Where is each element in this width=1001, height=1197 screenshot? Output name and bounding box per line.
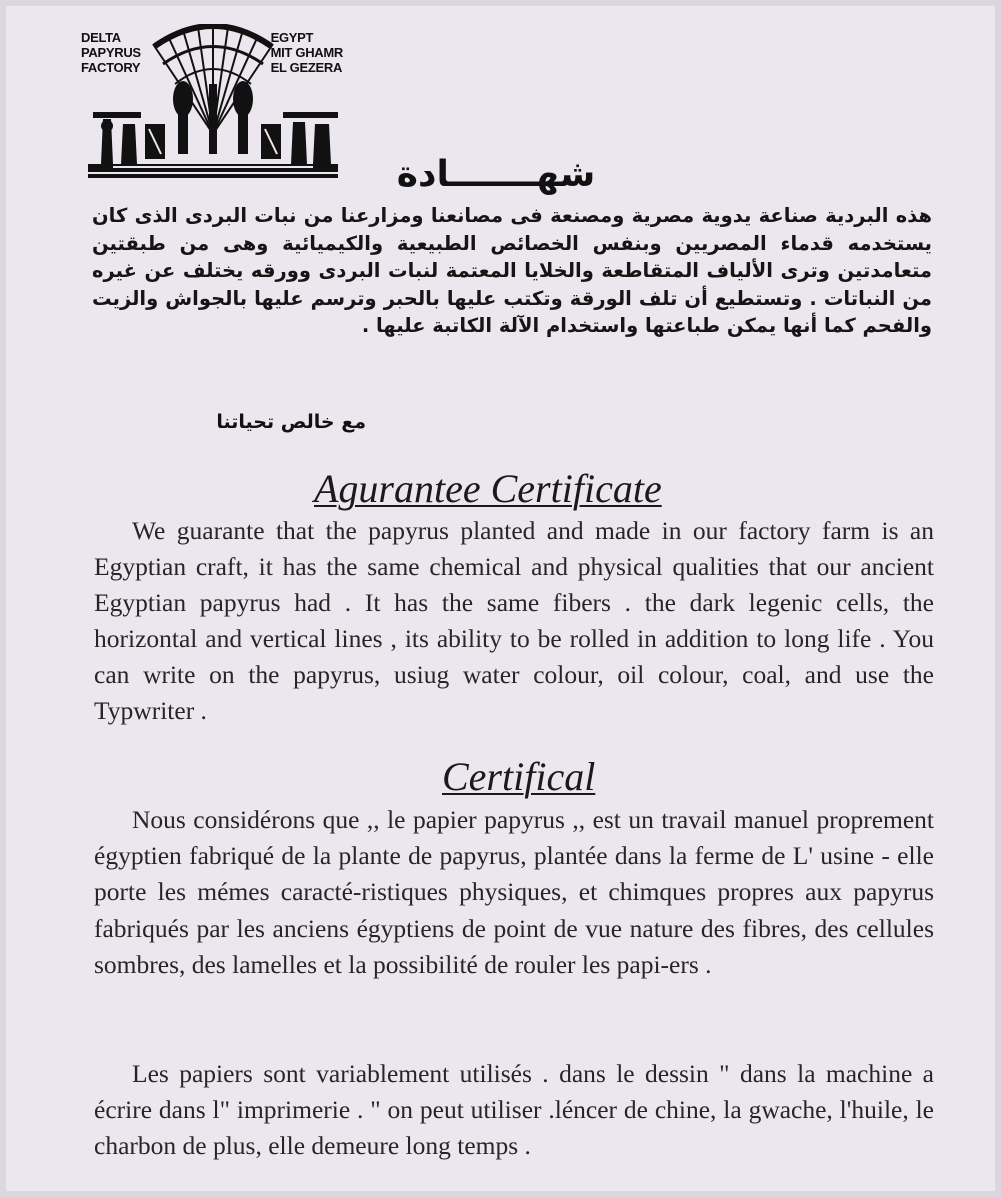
arabic-closing: مع خالص تحياتنا <box>216 411 366 433</box>
english-body-text: We guarante that the papyrus planted and made in our factory farm is an Egyptian craft, it has the same chemical and physical qualities that our ancient Egyptian papyrus had . It has the same fibers . the dark legenic cells, the horizontal and vertical lines , its ability to be rolled in addition to long life . You can write on the papyrus, usiug water colour, oil colour, coal, and use the Typwriter . <box>94 516 934 725</box>
french-paragraph-1: Nous considérons que ,, le papier papyrus ,, est un travail manuel proprement égyptien fabriqué de la plante de papyrus, plantée dans la ferme de L' usine - elle porte les mémes caracté-ristiques physiques, et chimques propres aux papyrus fabriqués par les anciens égyptiens de point de vue nature des fibres, des cellules sombres, des lamelles et la possibilité de rouler les papi-ers . <box>94 805 934 979</box>
factory-logo <box>78 24 343 179</box>
arabic-title: شهـــــــادة <box>396 154 596 195</box>
logo-factory-location: EGYPT MIT GHAMR EL GEZERA <box>270 30 343 75</box>
french-paragraph-2: Les papiers sont variablement utilisés . dans le dessin " dans la machine a écrire dans l" imprimerie . " on peut utiliser .léncer de chine, la gwache, l'huile, le charbon de plus, elle demeure long temps . <box>94 1059 934 1160</box>
french-heading: Certifical <box>442 754 596 799</box>
arabic-body-text: هذه البردية صناعة يدوية مصرية ومصنعة فى مصانعنا ومزارعنا من نبات البردى الذى كان يستخدمه قدماء المصريين وبنفس الخصائص الطبيعية والكيميائية وهى من طبقتين متعامدتين وترى الألياف المتقاطعة والخلايا المعتمة لنبات البردى وورقه يختلف عن غيره من النباتات . وتستطيع أن تلف الورقة وتكتب عليها بالحبر وترسم عليها بالجواش والزيت والفحم كما أنها يمكن طباعتها واستخدام الآلة الكاتبة عليها . <box>92 204 932 337</box>
logo-factory-name: DELTA PAPYRUS FACTORY <box>81 30 141 75</box>
english-heading: Agurantee Certificate <box>314 466 662 511</box>
